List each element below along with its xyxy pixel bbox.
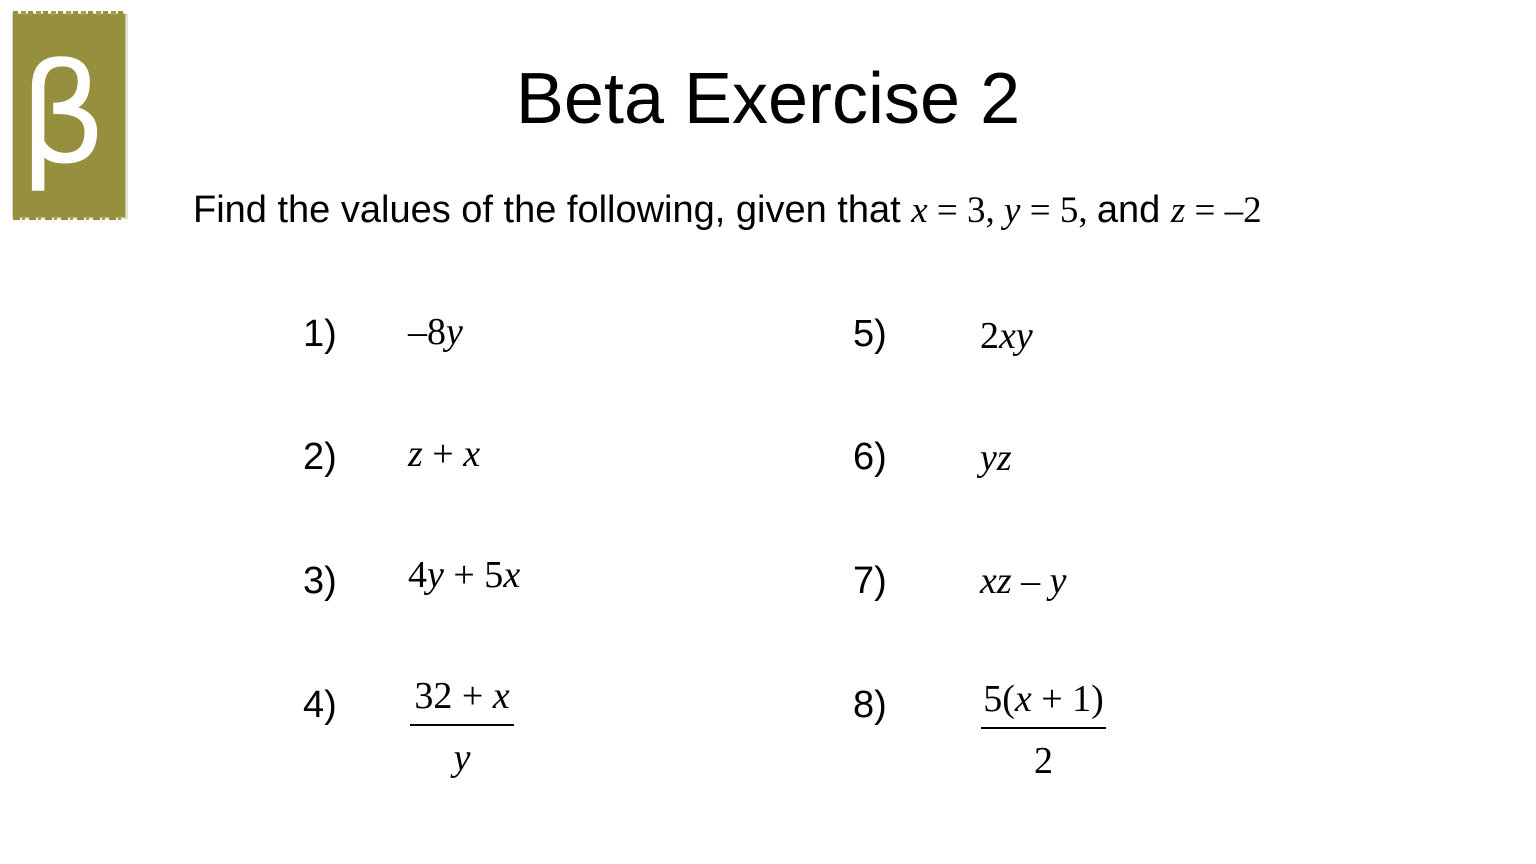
expr-term: 4 [408,554,427,596]
expr-var: y [453,737,471,779]
question-number-3: 3) [303,560,337,602]
expr-term: –8 [408,311,446,353]
fraction-bar [410,724,514,726]
y-equals: = 5, [1020,190,1097,231]
question-expression-3 [408,553,520,597]
expr-term: 2 [1034,740,1053,782]
fraction-numerator [981,677,1106,721]
badge-rough-edge-bottom [13,216,125,220]
instruction-x [911,190,1004,231]
question-number-2: 2) [303,436,337,478]
instruction [193,189,1262,232]
expr-var: x [463,433,481,475]
instruction-y [1004,190,1097,231]
expr-var: xz [980,560,1012,602]
expr-term: 5( [983,678,1015,720]
expr-var: x [492,675,510,717]
expr-var: x [1014,678,1032,720]
page-title: Beta Exercise 2 [515,59,1021,139]
question-expression-2 [408,432,480,476]
expr-var: y [427,554,444,596]
expr-term: + [422,433,464,475]
question-number-7: 7) [853,560,887,602]
expr-term: 2 [980,315,999,357]
question-number-6: 6) [853,436,887,478]
expr-term: – [1011,560,1050,602]
instruction-text: Find the values of the following, given that [193,189,912,231]
fraction-denominator [410,736,514,780]
question-number-5: 5) [853,313,887,355]
question-expression-8 [981,677,1106,783]
question-number-8: 8) [853,684,887,726]
expr-var: z [408,433,423,475]
question-expression-1 [408,310,463,354]
expr-var: y [446,311,463,353]
fraction-numerator [410,674,514,718]
expr-var: xy [999,315,1033,357]
question-expression-4 [410,674,514,780]
expr-var: yz [980,437,1012,479]
fraction-bar [981,727,1106,729]
expr-term: + 1) [1031,678,1104,720]
question-expression-5 [980,314,1033,358]
expr-var: x [503,554,521,596]
z-equals: = –2 [1185,190,1262,231]
var-z: z [1170,190,1186,231]
fraction-denominator [981,739,1106,783]
expr-term: + 5 [443,554,504,596]
question-number-1: 1) [303,313,337,355]
question-number-4: 4) [303,684,337,726]
badge-rough-edge-top [13,11,125,15]
question-expression-7 [980,559,1067,603]
instruction-and: and [1096,189,1171,231]
instruction-z [1171,190,1262,231]
var-x: x [911,190,928,231]
var-y: y [1004,190,1021,231]
beta-letter: β [18,34,108,195]
question-expression-6 [980,436,1012,480]
x-equals: = 3, [927,190,1005,231]
expr-term: 32 + [414,675,493,717]
expr-var: y [1049,560,1067,602]
